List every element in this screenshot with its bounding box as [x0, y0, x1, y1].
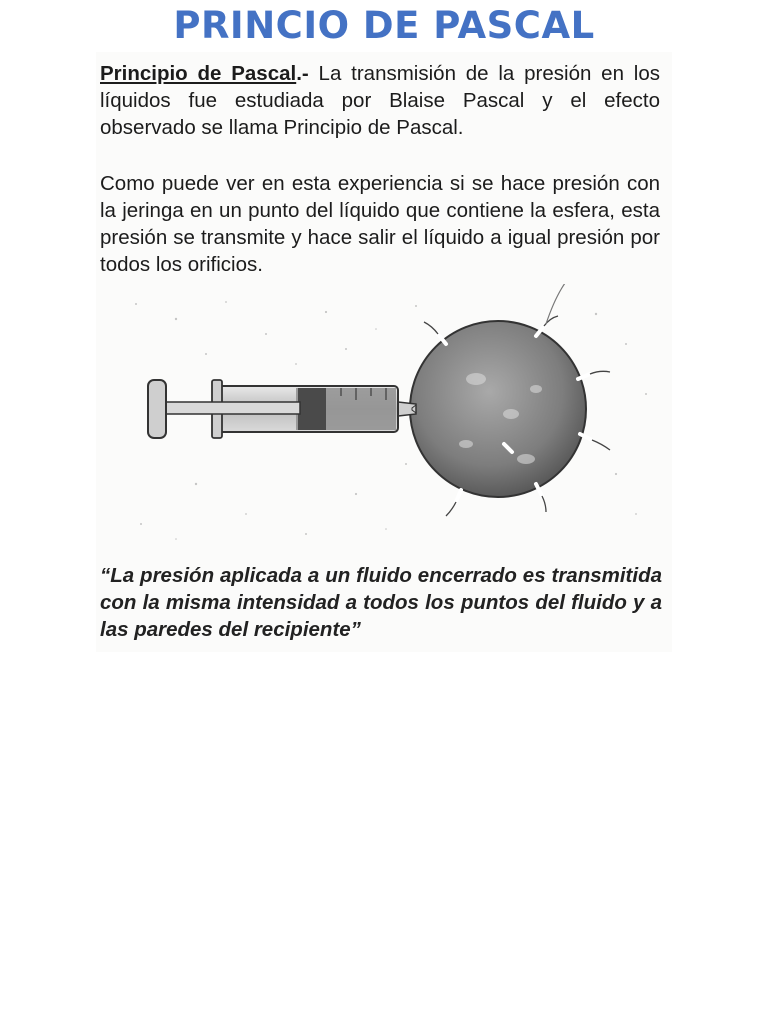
hanging-string: [546, 284, 581, 324]
experiment-paragraph: Como puede ver en esta experiencia si se hace presión con la jeringa en un punto del líquido que contiene la esfera, esta presión se transmite y hace salir el líquido a igual presión por todos los orificios.: [100, 172, 660, 276]
glass-sphere: [410, 321, 586, 497]
definition-paragraph: [100, 60, 660, 141]
principle-heading: Principio de Pascal: [100, 62, 297, 85]
syringe-sphere-illustration-icon: [116, 284, 656, 554]
scanned-document: [96, 52, 672, 652]
plunger-rod: [164, 402, 300, 414]
page-title: PRINCIO DE PASCAL: [173, 4, 595, 47]
heading-separator: .-: [296, 62, 309, 85]
principle-quote: “La presión aplicada a un fluido encerrado es transmitida con la misma intensidad a todos los puntos del fluido y a las paredes del recipiente”: [100, 564, 662, 641]
syringe-sphere-drawing: [116, 284, 656, 554]
definition-text: La transmisión de la presión en los líquidos fue estudiada por Blaise Pascal y el efecto observado se llama Principio de Pascal.: [100, 62, 660, 139]
plunger-head: [298, 388, 326, 430]
plunger-thumb-rest: [148, 380, 166, 438]
syringe-nozzle: [398, 402, 416, 416]
